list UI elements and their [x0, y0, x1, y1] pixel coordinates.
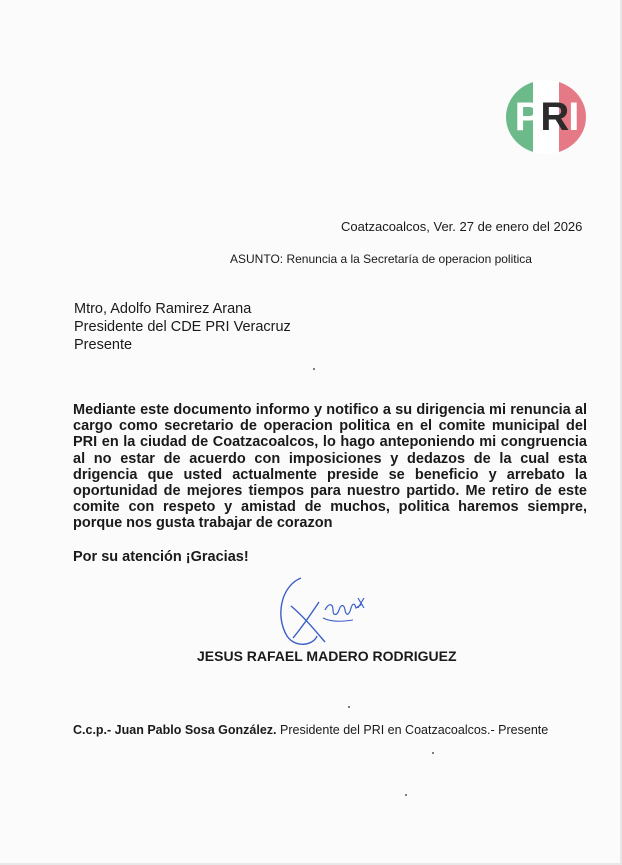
paper-speck — [348, 706, 350, 708]
recipient-name: Mtro, Adolfo Ramirez Arana — [74, 301, 252, 317]
paper-speck — [313, 368, 315, 370]
carbon-copy-line — [73, 723, 548, 737]
recipient-presente: Presente — [74, 337, 133, 353]
date-line: Coatzacoalcos, Ver. 27 de enero del 2026 — [341, 219, 583, 234]
recipient-title: Presidente del CDE PRI Veracruz — [74, 319, 291, 335]
signer-name: JESUS RAFAEL MADERO RODRIGUEZ — [197, 648, 457, 664]
recipient-block — [74, 300, 291, 354]
logo-letter-i: I — [568, 94, 578, 139]
carbon-copy-prefix: C.c.p.- Juan Pablo Sosa González. — [73, 723, 277, 737]
logo-letter-r: R — [540, 94, 568, 139]
subject-line: ASUNTO: Renuncia a la Secretaría de operacion politica — [230, 252, 532, 266]
pri-logo — [506, 80, 586, 154]
paper-speck — [405, 794, 407, 796]
handwritten-signature — [273, 566, 383, 656]
closing-line: Por su atención ¡Gracias! — [73, 549, 249, 565]
pri-logo-letters — [506, 80, 586, 154]
carbon-copy-rest: Presidente del PRI en Coatzacoalcos.- Presente — [276, 723, 549, 737]
letter-body: Mediante este documento informo y notifico a su dirigencia mi renuncia al cargo como secretario de operacion politica en el comite municipal del PRI en la ciudad de Coatzacoalcos, lo hago anteponiendo mi congruencia al no estar de acuerdo con imposiciones y dedazos de la cual esta drigencia que usted actualmente preside se beneficio y arrebato la oportunidad de mejores tiempos para nuestro partido. Me retiro de este comite con respeto y amistad de muchos, politica haremos siempre, porque nos gusta trabajar de corazon — [73, 402, 587, 532]
logo-letter-p: P — [514, 94, 540, 139]
paper-speck — [432, 752, 434, 754]
